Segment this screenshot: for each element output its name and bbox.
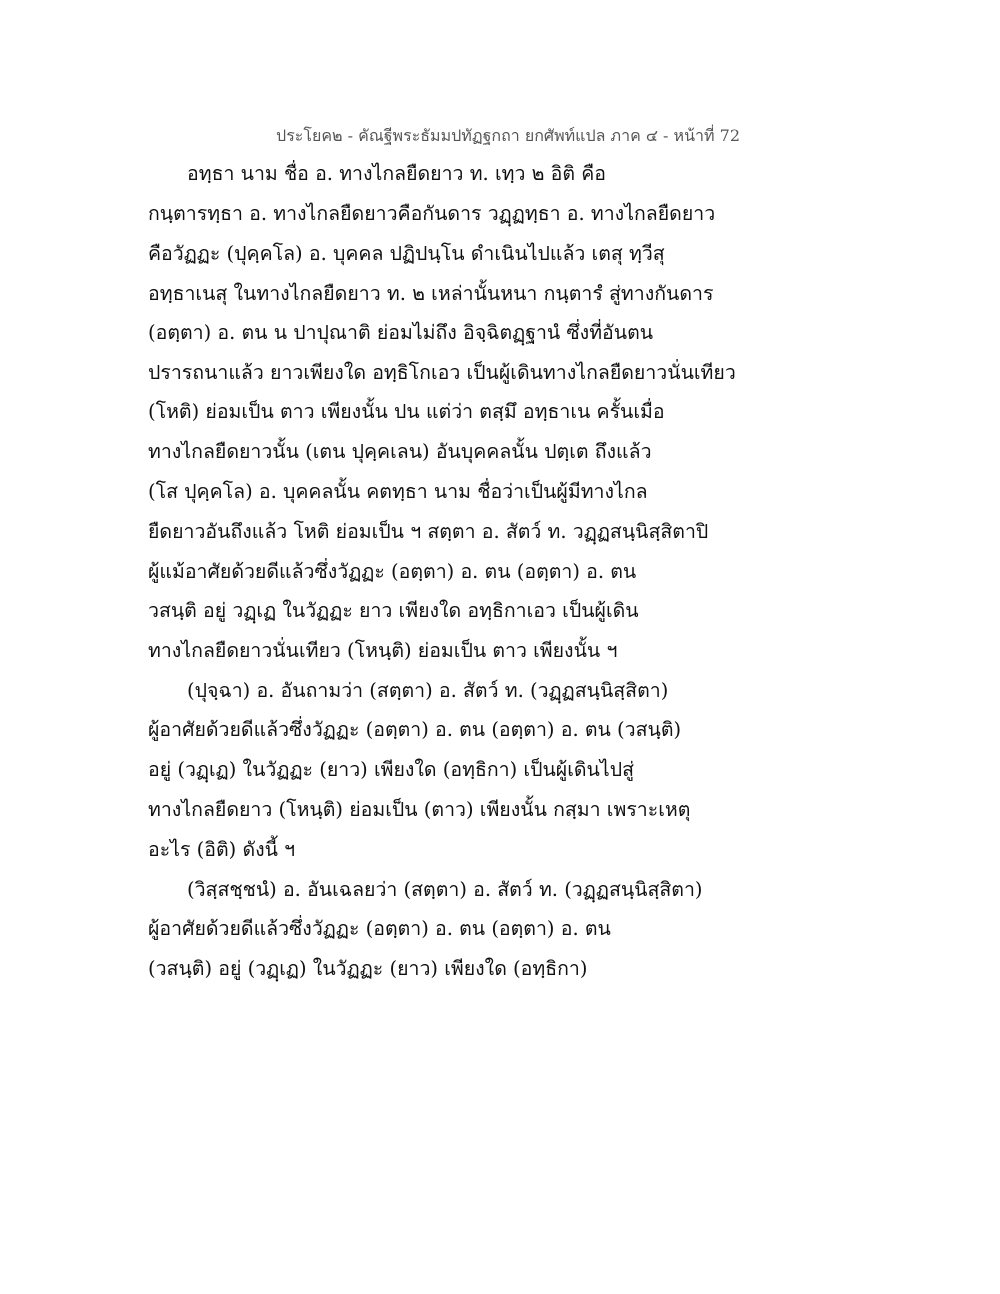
text-line-4: อทฺธาเนสุ ในทางไกลยืดยาว ท. ๒ เหล่านั้นหนา กนฺตารํ สู่ทางกันดาร [148, 282, 714, 305]
text-line-21: (วสนฺติ) อยู่ (วฏฺเฏ) ในวัฏฏะ (ยาว) เพียงใด (อทฺธิกา) [148, 957, 588, 980]
text-line-19: (วิสฺสชฺชนํ) อ. อันเฉลยว่า (สตฺตา) อ. สัตว์ ท. (วฏฺฏสนฺนิสฺสิตา) [187, 878, 703, 901]
text-line-16: อยู่ (วฏฺเฏ) ในวัฏฏะ (ยาว) เพียงใด (อทฺธิกา) เป็นผู้เดินไปสู่ [148, 758, 634, 781]
text-line-13: ทางไกลยืดยาวนั่นเทียว (โหนฺติ) ย่อมเป็น ตาว เพียงนั้น ฯ [148, 639, 618, 662]
text-line-17: ทางไกลยืดยาว (โหนฺติ) ย่อมเป็น (ตาว) เพียงนั้น กสฺมา เพราะเหตุ [148, 798, 691, 821]
text-line-18: อะไร (อิติ) ดังนี้ ฯ [148, 838, 296, 861]
text-line-3: คือวัฏฏะ (ปุคฺคโล) อ. บุคคล ปฏิปนฺโน ดำเนินไปแล้ว เตสุ ทฺวีสุ [148, 242, 665, 265]
text-line-2: กนฺตารทฺธา อ. ทางไกลยืดยาวคือกันดาร วฏฺฏทฺธา อ. ทางไกลยืดยาว [148, 202, 716, 225]
text-line-6: ปรารถนาแล้ว ยาวเพียงใด อทฺธิโกเอว เป็นผู้เดินทางไกลยืดยาวนั่นเทียว [148, 361, 736, 384]
text-line-5: (อตฺตา) อ. ตน น ปาปุณาติ ย่อมไม่ถึง อิจฺฉิตฏฺฐานํ ซึ่งที่อันตน [148, 321, 654, 344]
text-line-9: (โส ปุคฺคโล) อ. บุคคลนั้น คตทฺธา นาม ชื่อว่าเป็นผู้มีทางไกล [148, 480, 648, 503]
text-line-7: (โหติ) ย่อมเป็น ตาว เพียงนั้น ปน แต่ว่า ตสฺมึ อทฺธาเน ครั้นเมื่อ [148, 400, 665, 423]
text-line-11: ผู้แม้อาศัยด้วยดีแล้วซึ่งวัฏฏะ (อตฺตา) อ. ตน (อตฺตา) อ. ตน [148, 560, 637, 583]
text-line-15: ผู้อาศัยด้วยดีแล้วซึ่งวัฏฏะ (อตฺตา) อ. ตน (อตฺตา) อ. ตน (วสนฺติ) [148, 718, 682, 741]
text-line-12: วสนฺติ อยู่ วฏฺเฏ ในวัฏฏะ ยาว เพียงใด อทฺธิกาเอว เป็นผู้เดิน [148, 599, 639, 622]
text-line-10: ยืดยาวอันถึงแล้ว โหติ ย่อมเป็น ฯ สตฺตา อ. สัตว์ ท. วฏฺฏสนฺนิสฺสิตาปิ [148, 520, 709, 543]
page-header: ประโยค๒ - คัณฐีพระธัมมปทัฏฐกถา ยกศัพท์แปล ภาค ๔ - หน้าที่ 72 [276, 126, 740, 145]
text-line-8: ทางไกลยืดยาวนั้น (เตน ปุคฺคเลน) อันบุคคลนั้น ปตฺเต ถึงแล้ว [148, 440, 652, 463]
text-line-1: อทฺธา นาม ชื่อ อ. ทางไกลยืดยาว ท. เทฺว ๒ อิติ คือ [187, 162, 607, 185]
text-line-14: (ปุจฺฉา) อ. อันถามว่า (สตฺตา) อ. สัตว์ ท. (วฏฺฏสนฺนิสฺสิตา) [187, 679, 669, 702]
text-line-20: ผู้อาศัยด้วยดีแล้วซึ่งวัฏฏะ (อตฺตา) อ. ตน (อตฺตา) อ. ตน [148, 917, 611, 940]
